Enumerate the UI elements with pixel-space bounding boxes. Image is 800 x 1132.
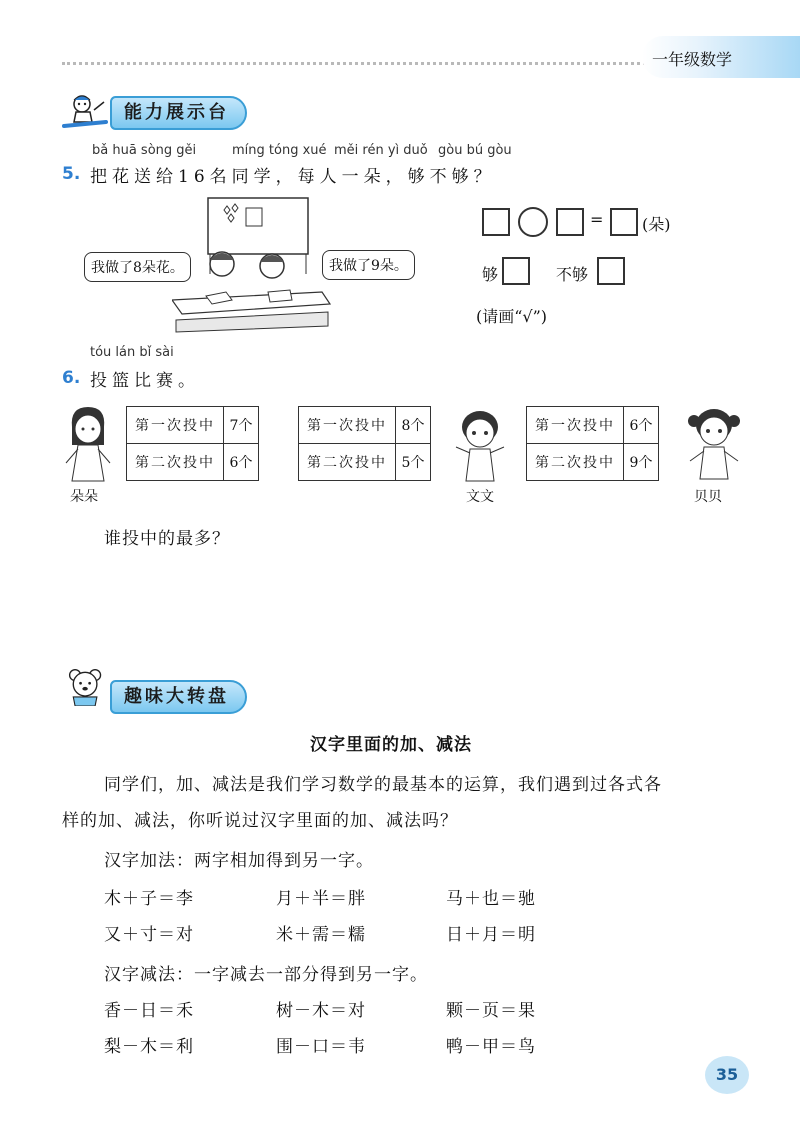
score-table-beibei	[526, 406, 659, 481]
table-cell: 第二次投中	[127, 444, 224, 481]
answer-box-2[interactable]	[556, 208, 584, 236]
table-cell: 第一次投中	[127, 407, 224, 444]
equation: 鸭－甲＝鸟	[446, 1037, 536, 1057]
addition-heading: 汉字加法：两字相加得到另一字。	[104, 851, 374, 871]
draw-check-instruction: (请画“√”)	[476, 307, 548, 326]
equation: 又＋寸＝对	[104, 925, 194, 945]
girl-beibei-figure	[684, 405, 744, 483]
q6-followup-question: 谁投中的最多？	[104, 529, 230, 549]
equation: 香－日＝禾	[104, 1001, 194, 1021]
enough-checkbox[interactable]	[502, 257, 530, 285]
q5-pinyin-3: měi rén yì duǒ	[334, 143, 428, 158]
table-row	[299, 444, 431, 481]
header-dotted-rule	[62, 62, 652, 65]
enough-label: 够	[482, 265, 499, 284]
page-number: 35	[705, 1056, 749, 1094]
grade-label: 一年级数学	[652, 50, 733, 69]
equation: 树－木＝对	[276, 1001, 366, 1021]
equation: 颗－页＝果	[446, 1001, 536, 1021]
table-row	[527, 444, 659, 481]
q5-pinyin-4: gòu bú gòu	[438, 143, 512, 158]
table-cell: 9个	[624, 444, 659, 481]
article-intro-line-1: 同学们，加、减法是我们学习数学的最基本的运算，我们遇到过各式各	[104, 775, 662, 795]
table-row	[127, 407, 259, 444]
girl-wenwen-figure	[452, 407, 508, 483]
table-cell: 第一次投中	[527, 407, 624, 444]
section-title-banner: 能力展示台	[110, 96, 247, 130]
speech-bubble-left: 我做了8朵花。	[84, 252, 191, 282]
equals-sign: =	[590, 210, 604, 229]
q5-question: 把花送给16名同学，每人一朵，够不够？	[90, 167, 496, 187]
article-intro-line-2: 样的加、减法，你听说过汉字里面的加、减法吗？	[62, 811, 458, 831]
table-cell: 6个	[624, 407, 659, 444]
equation: 米＋需＝糯	[276, 925, 366, 945]
subtraction-heading: 汉字减法：一字减去一部分得到另一字。	[104, 965, 428, 985]
kid-name-duoduo: 朵朵	[70, 489, 98, 505]
unit-label: (朵)	[642, 215, 671, 234]
not-enough-checkbox[interactable]	[597, 257, 625, 285]
skier-mascot-icon	[60, 92, 112, 132]
table-cell: 5个	[396, 444, 431, 481]
bear-mascot-icon	[60, 666, 112, 706]
kids-making-flowers-illustration	[172, 196, 332, 336]
q6-pinyin: tóu lán bǐ sài	[90, 345, 174, 360]
table-row	[127, 444, 259, 481]
table-cell: 8个	[396, 407, 431, 444]
answer-box-result[interactable]	[610, 208, 638, 236]
kid-name-wenwen: 文文	[466, 489, 494, 505]
kid-name-beibei: 贝贝	[694, 489, 722, 505]
q6-question: 投篮比赛。	[90, 371, 200, 391]
equation: 木＋子＝李	[104, 889, 194, 909]
table-row	[299, 407, 431, 444]
equation: 日＋月＝明	[446, 925, 536, 945]
table-cell: 6个	[224, 444, 259, 481]
score-table-duoduo	[126, 406, 259, 481]
q6-number: 6.	[62, 368, 81, 388]
girl-duoduo-figure	[64, 405, 112, 483]
q5-pinyin-2: míng tóng xué	[232, 143, 327, 158]
answer-box-1[interactable]	[482, 208, 510, 236]
article-title: 汉字里面的加、减法	[310, 735, 472, 755]
table-cell: 第二次投中	[299, 444, 396, 481]
equation: 梨－木＝利	[104, 1037, 194, 1057]
table-cell: 第一次投中	[299, 407, 396, 444]
equation: 马＋也＝驰	[446, 889, 536, 909]
table-row	[527, 407, 659, 444]
equation: 月＋半＝胖	[276, 889, 366, 909]
equation: 围－口＝韦	[276, 1037, 366, 1057]
speech-bubble-right: 我做了9朵。	[322, 250, 415, 280]
table-cell: 第二次投中	[527, 444, 624, 481]
q5-pinyin-1: bǎ huā sòng gěi	[92, 143, 197, 158]
score-table-wenwen	[298, 406, 431, 481]
section-title-banner: 趣味大转盘	[110, 680, 247, 714]
operator-circle[interactable]	[518, 207, 548, 237]
q5-number: 5.	[62, 164, 81, 184]
not-enough-label: 不够	[556, 265, 589, 284]
table-cell: 7个	[224, 407, 259, 444]
